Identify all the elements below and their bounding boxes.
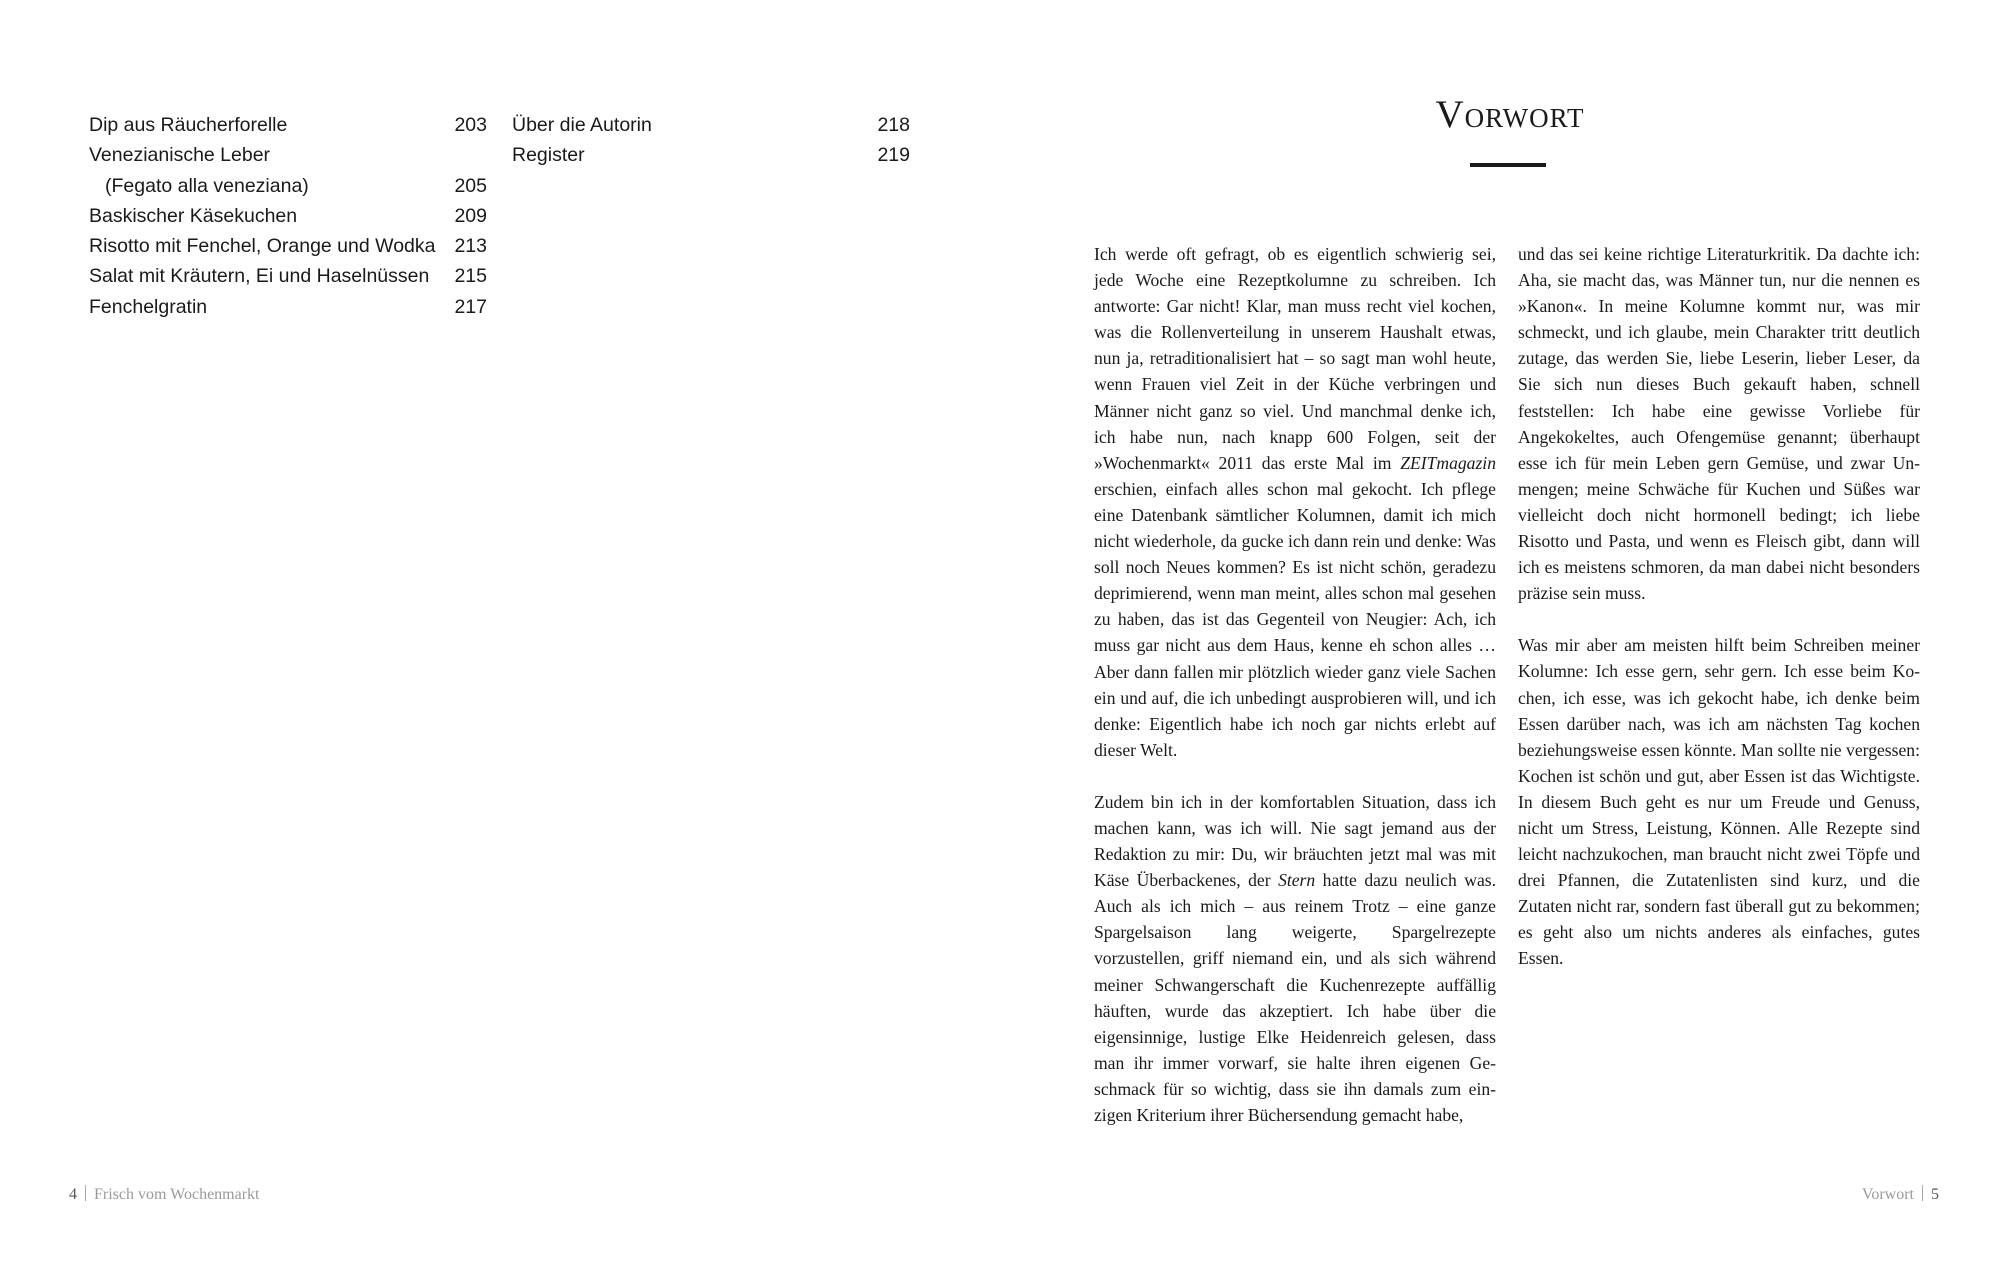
body-paragraph: und das sei keine richtige Literaturkritik. Da dachte ich: Aha, sie macht das, was Männer tun, nur die nennen es »Kanon«. In meine Kolumne kommt nur, was mir schmeckt, und ich glaube, mein Charakter tritt deutlich zutage, das werden Sie, liebe Leserin, lieber Leser, da Sie sich nun dieses Buch gekauft haben, schnell feststellen: Ich habe eine gewisse Vorliebe für Angekokeltes, auch Ofengemüse genannt; überhaupt esse ich für mein Leben gern Gemüse, und zwar Unmengen; meine Schwäche für Kuchen und Süßes war vielleicht doch nicht hormonell bedingt; ich liebe Risotto und Pasta, und wenn es Fleisch gibt, dann will ich es meistens schmoren, da man dabei nicht besonders präzise sein muss. xyxy=(1518,244,1920,604)
toc-entry-page: 215 xyxy=(454,265,487,288)
toc-right-column xyxy=(512,110,910,171)
running-title: Frisch vom Wochenmarkt xyxy=(94,1186,260,1203)
footer-left xyxy=(69,1185,260,1204)
toc-entry xyxy=(512,110,910,140)
body-paragraph: Zudem bin ich in der komfortablen Situation, dass ich machen kann, was ich will. Nie sagt jemand aus der Redaktion zu mir: Du, wir bräuchten jetzt mal was mit Käse Überbackenes, der Stern hatte dazu neulich was. Auch als ich mich – aus reinem Trotz – eine ganze Spargelsaison lang weigerte, Spargelrezepte vorzustellen, griff niemand ein, und als sich während meiner Schwangerschaft die Kuchenrezepte auffällig häuften, wurde das akzeptiert. Ich habe über die eigensinnige, lustige Elke Heidenreich gelesen, dass man ihr immer vorwarf, sie halte ihren eigenen Geschmack für so wichtig, dass sie ihn damals zum einzigen Kriterium ihrer Büchersendung gemacht habe, xyxy=(1094,791,1496,1125)
toc-entry-title: Baskischer Käsekuchen xyxy=(89,204,298,227)
toc-entry-page: 219 xyxy=(877,144,910,167)
toc-entry-title: Register xyxy=(512,144,585,167)
body-paragraph: Was mir aber am meisten hilft beim Schreiben meiner Kolumne: Ich esse gern, sehr gern. Ich esse beim Kochen, ich esse, was ich gekocht habe, ich denke beim Essen darüber nach, was ich am nächsten Tag kochen beziehungsweise essen könnte. Man sollte nie vergessen: Kochen ist schön und gut, aber Essen ist das Wichtigste. In diesem Buch geht es nur um Freude und Genuss, nicht um Stress, Leistung, Können. Alle Rezepte sind leicht nachzukochen, man braucht nicht zwei Töpfe und drei Pfannen, die Zutatenlisten sind kurz, und die Zutaten nicht rar, sondern fast überall gut zu bekommen; es geht also um nichts anderes als einfaches, gutes Essen. xyxy=(1518,635,1920,969)
running-title: Vorwort xyxy=(1861,1186,1914,1203)
toc-entry-title: Dip aus Räucherforelle xyxy=(89,114,288,136)
toc-entry-page: 205 xyxy=(454,174,487,197)
toc-entry xyxy=(89,292,487,322)
toc-entry-title: (Fegato alla veneziana) xyxy=(105,174,309,197)
footer-divider xyxy=(85,1185,86,1201)
toc-entry-title: Salat mit Kräutern, Ei und Haselnüssen xyxy=(89,265,430,288)
title-underline xyxy=(1470,163,1546,167)
toc-entry xyxy=(512,140,910,170)
toc-entry-title: Über die Autorin xyxy=(512,114,652,136)
page-title: Vorwort xyxy=(1435,93,1585,136)
body-column-2 xyxy=(1518,241,1920,972)
toc-entry xyxy=(89,171,487,201)
toc-entry xyxy=(89,110,487,140)
toc-left-column xyxy=(89,110,487,322)
toc-entry xyxy=(89,261,487,291)
footer-divider xyxy=(1922,1185,1923,1201)
toc-entry-title: Fenchelgratin xyxy=(89,295,208,318)
page-number: 5 xyxy=(1931,1186,1939,1203)
toc-entry-page: 203 xyxy=(454,114,487,136)
body-paragraph: Ich werde oft gefragt, ob es eigentlich schwierig sei, jede Woche eine Rezeptkolumne zu schreiben. Ich antworte: Gar nicht! Klar, man muss recht viel kochen, was die Rollenverteilung in unserem Haushalt etwas, nun ja, retraditionalisiert hat – so sagt man wohl heute, wenn Frauen viel Zeit in der Küche verbringen und Männer nicht ganz so viel. Und manchmal denke ich, ich habe nun, nach knapp 600 Folgen, seit der »Wochenmarkt« 2011 das erste Mal im ZEITmagazin erschien, einfach alles schon mal gekocht. Ich pflege eine Datenbank sämtlicher Kolumnen, damit ich mich nicht wiederhole, da gucke ich dann rein und denke: Was soll noch Neues kommen? Es ist nicht schön, geradezu deprimierend, wenn man meint, alles schon mal gesehen zu haben, das ist das Gegenteil von Neugier: Ach, ich muss gar nicht aus dem Haus, kenne eh schon alles … Aber dann fallen mir plötzlich wieder ganz viele Sachen ein und auf, die ich unbedingt ausprobieren will, und ich denke: Eigentlich habe ich noch gar nichts erlebt auf dieser Welt. xyxy=(1094,244,1496,760)
toc-entry xyxy=(89,201,487,231)
toc-entry xyxy=(89,140,487,170)
toc-entry xyxy=(89,231,487,261)
toc-entry-page: 218 xyxy=(877,114,910,136)
toc-entry-page: 209 xyxy=(454,204,487,227)
toc-entry-page: 213 xyxy=(454,235,487,258)
page-number: 4 xyxy=(69,1186,77,1203)
body-column-1 xyxy=(1094,241,1496,1128)
toc-entry-title: Risotto mit Fenchel, Orange und Wodka xyxy=(89,235,436,258)
footer-right xyxy=(1862,1185,1939,1204)
toc-entry-page: 217 xyxy=(454,295,487,318)
toc-entry-title: Venezianische Leber xyxy=(89,144,271,167)
